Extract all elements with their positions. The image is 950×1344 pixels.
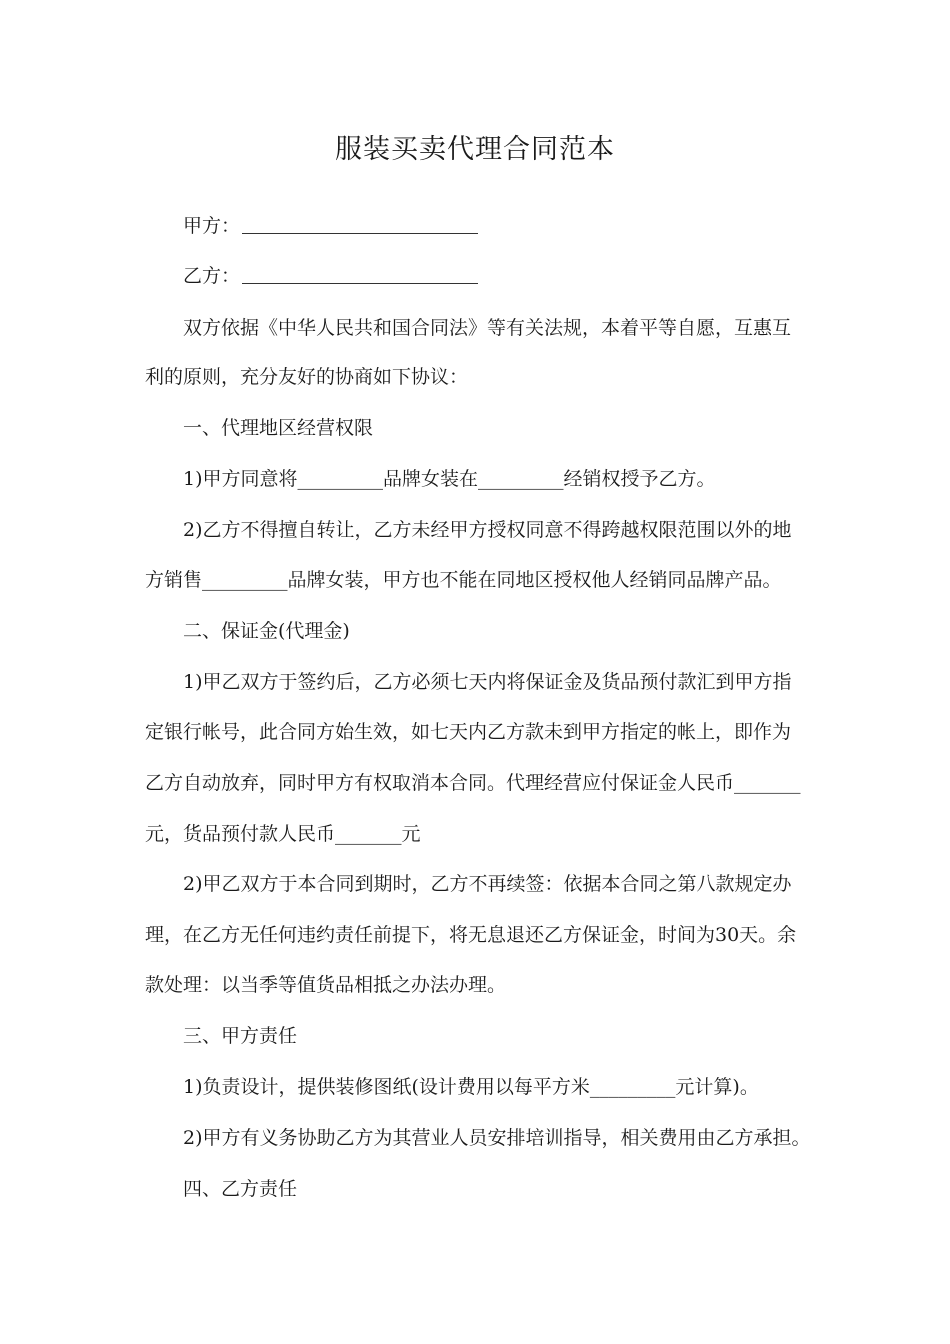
party-b-label: 乙方：: [183, 265, 241, 287]
paragraph-line: 1)甲乙双方于签约后，乙方必须七天内将保证金及货品预付款汇到甲方指: [183, 671, 792, 693]
section-heading: 二、保证金(代理金): [183, 620, 350, 642]
section-heading: 四、乙方责任: [183, 1178, 298, 1200]
party-b-line: [183, 263, 848, 289]
party-a-label: 甲方：: [183, 215, 241, 237]
paragraph-line: 利的原则，充分友好的协商如下协议：: [145, 366, 469, 388]
paragraph-line: 双方依据《中华人民共和国合同法》等有关法规，本着平等自愿，互惠互: [183, 317, 792, 339]
paragraph-line: 2)甲方有义务协助乙方为其营业人员安排培训指导，相关费用由乙方承担。: [183, 1127, 811, 1149]
paragraph-line: 元，货品预付款人民币_______元: [145, 823, 421, 845]
paragraph-line: 2)乙方不得擅自转让，乙方未经甲方授权同意不得跨越权限范围以外的地: [183, 519, 792, 541]
section-heading: 三、甲方责任: [183, 1025, 298, 1047]
paragraph-line: 方销售_________品牌女装，甲方也不能在同地区授权他人经销同品牌产品。: [145, 569, 782, 591]
party-a-blank: [242, 215, 478, 234]
paragraph-line: 定银行帐号，此合同方始生效，如七天内乙方款未到甲方指定的帐上，即作为: [145, 721, 792, 743]
paragraph-line: 1)甲方同意将_________品牌女装在_________经销权授予乙方。: [183, 468, 716, 490]
paragraph-line: 理，在乙方无任何违约责任前提下，将无息退还乙方保证金，时间为30天。余: [145, 924, 797, 946]
section-heading: 一、代理地区经营权限: [183, 417, 374, 439]
party-b-blank: [242, 265, 478, 284]
party-a-line: [183, 213, 848, 239]
paragraph-line: 款处理：以当季等值货品相抵之办法办理。: [145, 974, 507, 996]
document-title: 服装买卖代理合同范本: [335, 134, 615, 165]
paragraph-line: 1)负责设计，提供装修图纸(设计费用以每平方米_________元计算)。: [183, 1076, 759, 1098]
paragraph-line: 乙方自动放弃，同时甲方有权取消本合同。代理经营应付保证金人民币_______: [145, 772, 801, 794]
paragraph-line: 2)甲乙双方于本合同到期时，乙方不再续签：依据本合同之第八款规定办: [183, 873, 792, 895]
